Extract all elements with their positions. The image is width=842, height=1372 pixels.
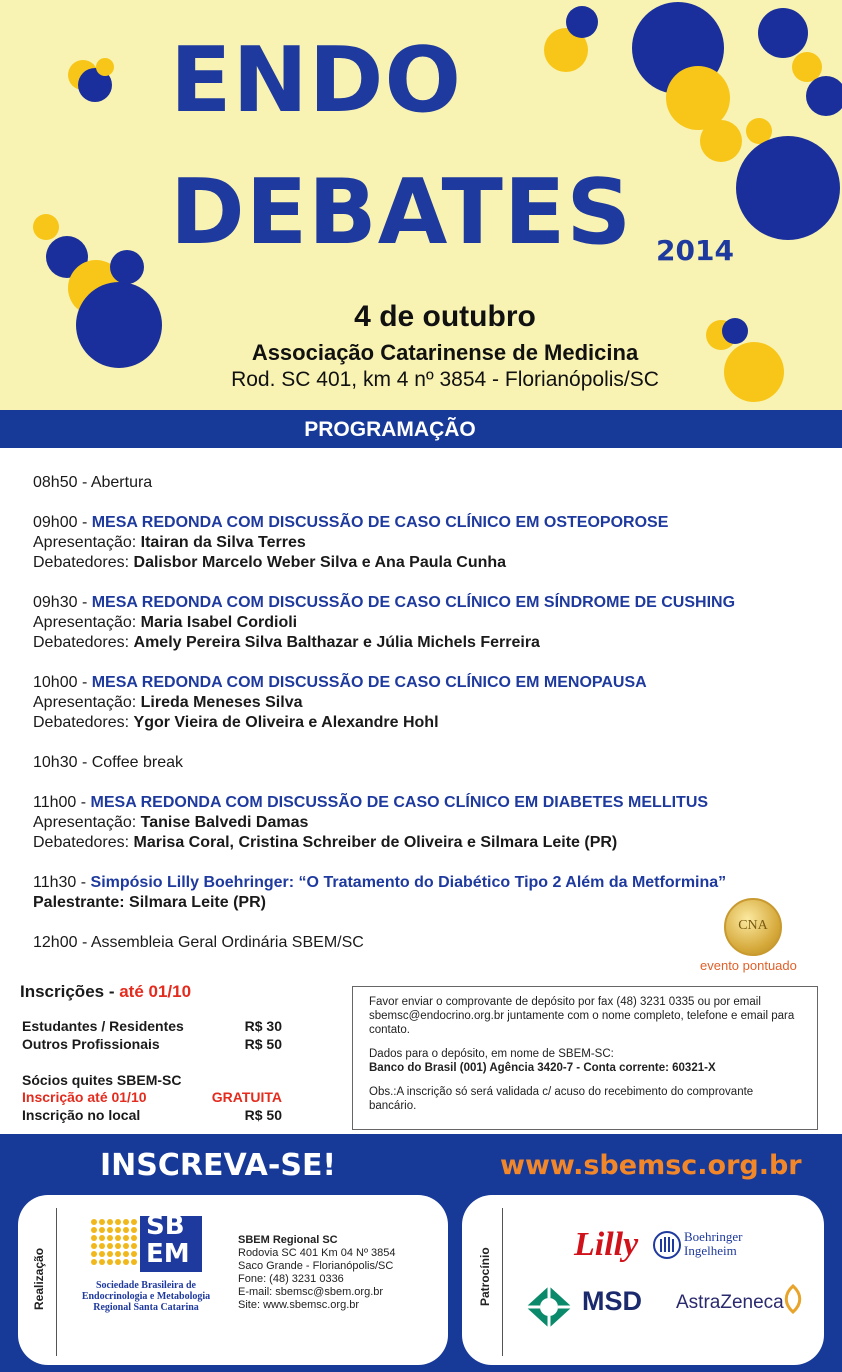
event-date: 4 de outubro: [354, 300, 536, 333]
sbem-logo-bottom: EM: [146, 1239, 190, 1269]
members-title: Sócios quites SBEM-SC: [22, 1072, 182, 1088]
cna-seal-icon: [724, 898, 782, 956]
debaters-label: Debatedores:: [33, 554, 134, 571]
schedule-time: 09h00 -: [33, 514, 92, 531]
header-banner: [0, 0, 842, 410]
schedule-title: MESA REDONDA COM DISCUSSÃO DE CASO CLÍNICO EM DIABETES MELLITUS: [90, 794, 709, 811]
cna-seal-text: CNA: [738, 918, 768, 933]
debaters-label: Debatedores:: [33, 714, 134, 731]
speaker-line: Palestrante: Silmara Leite (PR): [33, 894, 266, 911]
price-row: [22, 1089, 282, 1105]
price-label: Inscrição no local: [22, 1107, 141, 1123]
schedule-list: [33, 473, 833, 973]
price-value: R$ 50: [244, 1107, 282, 1123]
schedule-time: 12h00 -: [33, 934, 91, 951]
contact-line: Saco Grande - Florianópolis/SC: [238, 1260, 394, 1272]
presenter-label: Apresentação:: [33, 694, 141, 711]
schedule-time: 10h30 -: [33, 754, 92, 771]
divider: [502, 1208, 503, 1356]
price-value: R$ 30: [244, 1018, 282, 1034]
decor-circle: [736, 136, 840, 240]
price-label: Outros Profissionais: [22, 1036, 160, 1052]
schedule-time: 11h00 -: [33, 794, 91, 811]
schedule-title: MESA REDONDA COM DISCUSSÃO DE CASO CLÍNICO EM MENOPAUSA: [91, 674, 647, 691]
boehringer-logo: [684, 1230, 742, 1258]
price-row: [22, 1018, 282, 1034]
decor-circle: [566, 6, 598, 38]
debaters-names: Dalisbor Marcelo Weber Silva e Ana Paula Cunha: [133, 554, 507, 571]
schedule-item: [33, 593, 833, 653]
event-address: Rod. SC 401, km 4 nº 3854 - Florianópolis/SC: [231, 368, 659, 391]
info-paragraph: Obs.:A inscrição só será validada c/ acuso do recebimento do comprovante bancário.: [369, 1086, 754, 1112]
price-row: [22, 1036, 282, 1052]
astrazeneca-logo: AstraZeneca: [676, 1292, 784, 1313]
presenter-name: Itairan da Silva Terres: [140, 534, 306, 551]
presenter-name: Tanise Balvedi Damas: [140, 814, 309, 831]
presenter-label: Apresentação:: [33, 614, 141, 631]
schedule-title: Simpósio Lilly Boehringer: “O Tratamento do Diabético Tipo 2 Além da Metformina”: [90, 874, 727, 891]
msd-logo: MSD: [582, 1286, 642, 1316]
decor-circle: [110, 250, 144, 284]
boehringer-line1: Boehringer: [684, 1229, 743, 1244]
decor-circle: [758, 8, 808, 58]
price-row: [22, 1107, 282, 1123]
schedule-item: [33, 933, 833, 953]
schedule-time: 11h30 -: [33, 874, 91, 891]
decor-circle: [33, 214, 59, 240]
event-title-line2: DEBATES: [170, 160, 633, 265]
schedule-title: Abertura: [90, 474, 153, 491]
schedule-title: MESA REDONDA COM DISCUSSÃO DE CASO CLÍNICO EM SÍNDROME DE CUSHING: [91, 594, 736, 611]
schedule-item: [33, 793, 833, 853]
astrazeneca-icon: [780, 1284, 806, 1314]
schedule-time: 10h00 -: [33, 674, 92, 691]
contact-line: Fone: (48) 3231 0336: [238, 1273, 344, 1285]
contact-line: E-mail: sbemsc@sbem.org.br: [238, 1286, 384, 1298]
debaters-names: Ygor Vieira de Oliveira e Alexandre Hohl: [133, 714, 439, 731]
decor-circle: [806, 76, 842, 116]
contact-title: SBEM Regional SC: [238, 1234, 338, 1246]
contact-line: Site: www.sbemsc.org.br: [238, 1299, 360, 1311]
schedule-item: [33, 513, 833, 573]
boehringer-icon: [652, 1230, 682, 1260]
sbem-logo-top: SB: [146, 1211, 185, 1241]
lilly-logo: Lilly: [574, 1226, 639, 1263]
info-paragraph: Favor enviar o comprovante de depósito por fax (48) 3231 0335 ou por email sbemsc@endocrino.org.br juntamente com o nome completo, telefone e email para contato.: [369, 996, 795, 1036]
registration-deadline: até 01/10: [119, 982, 192, 1001]
schedule-title: Assembleia Geral Ordinária SBEM/SC: [90, 934, 364, 951]
debaters-names: Marisa Coral, Cristina Schreiber de Oliveira e Silmara Leite (PR): [133, 834, 618, 851]
schedule-title: MESA REDONDA COM DISCUSSÃO DE CASO CLÍNICO EM OSTEOPOROSE: [91, 514, 669, 531]
price-label: Estudantes / Residentes: [22, 1018, 184, 1034]
presenter-name: Maria Isabel Cordioli: [140, 614, 298, 631]
schedule-time: 08h50 -: [33, 474, 91, 491]
schedule-item: [33, 673, 833, 733]
payment-info-box: [352, 986, 818, 1130]
boehringer-line2: Ingelheim: [684, 1243, 737, 1258]
sbem-logo-text: [146, 1212, 190, 1268]
presenter-label: Apresentação:: [33, 534, 141, 551]
decor-circle: [700, 120, 742, 162]
patrocinio-panel: [462, 1195, 824, 1365]
site-link[interactable]: www.sbemsc.org.br: [500, 1150, 802, 1181]
debaters-names: Amely Pereira Silva Balthazar e Júlia Michels Ferreira: [133, 634, 540, 651]
patrocinio-label: Patrocínio: [478, 1247, 492, 1306]
schedule-item: [33, 753, 833, 773]
event-title-line1: ENDO: [170, 28, 463, 133]
bank-details: Banco do Brasil (001) Agência 3420-7 - Conta corrente: 60321-X: [369, 1062, 716, 1074]
debaters-label: Debatedores:: [33, 634, 134, 651]
registration-title-text: Inscrições -: [20, 982, 120, 1001]
cna-label: evento pontuado: [700, 958, 797, 973]
event-venue: Associação Catarinense de Medicina: [251, 340, 639, 365]
cta-heading: INSCREVA-SE!: [100, 1148, 337, 1183]
realizacao-label: Realização: [32, 1247, 46, 1310]
presenter-label: Apresentação:: [33, 814, 141, 831]
divider: [56, 1208, 57, 1356]
event-year: 2014: [656, 234, 734, 267]
info-text: Dados para o depósito, em nome de SBEM-SC:: [369, 1048, 614, 1060]
info-paragraph: [369, 1047, 801, 1075]
price-label: Inscrição até 01/10: [22, 1089, 147, 1105]
presenter-name: Lireda Meneses Silva: [140, 694, 303, 711]
decor-circle: [96, 58, 114, 76]
contact-line: Rodovia SC 401 Km 04 Nº 3854: [238, 1247, 396, 1259]
price-value: R$ 50: [244, 1036, 282, 1052]
sbem-full-name: Sociedade Brasileira de Endocrinologia e Metabologia Regional Santa Catarina: [81, 1280, 211, 1313]
program-heading: PROGRAMAÇÃO: [304, 418, 476, 441]
schedule-time: 09h30 -: [33, 594, 92, 611]
schedule-item: [33, 473, 833, 493]
debaters-label: Debatedores:: [33, 834, 134, 851]
schedule-title: Coffee break: [91, 754, 184, 771]
msd-icon: [524, 1284, 574, 1330]
contact-block: [238, 1234, 396, 1312]
price-value: GRATUITA: [211, 1089, 282, 1105]
schedule-item: [33, 873, 833, 913]
registration-title: [20, 982, 191, 1002]
program-bar: [0, 410, 842, 448]
